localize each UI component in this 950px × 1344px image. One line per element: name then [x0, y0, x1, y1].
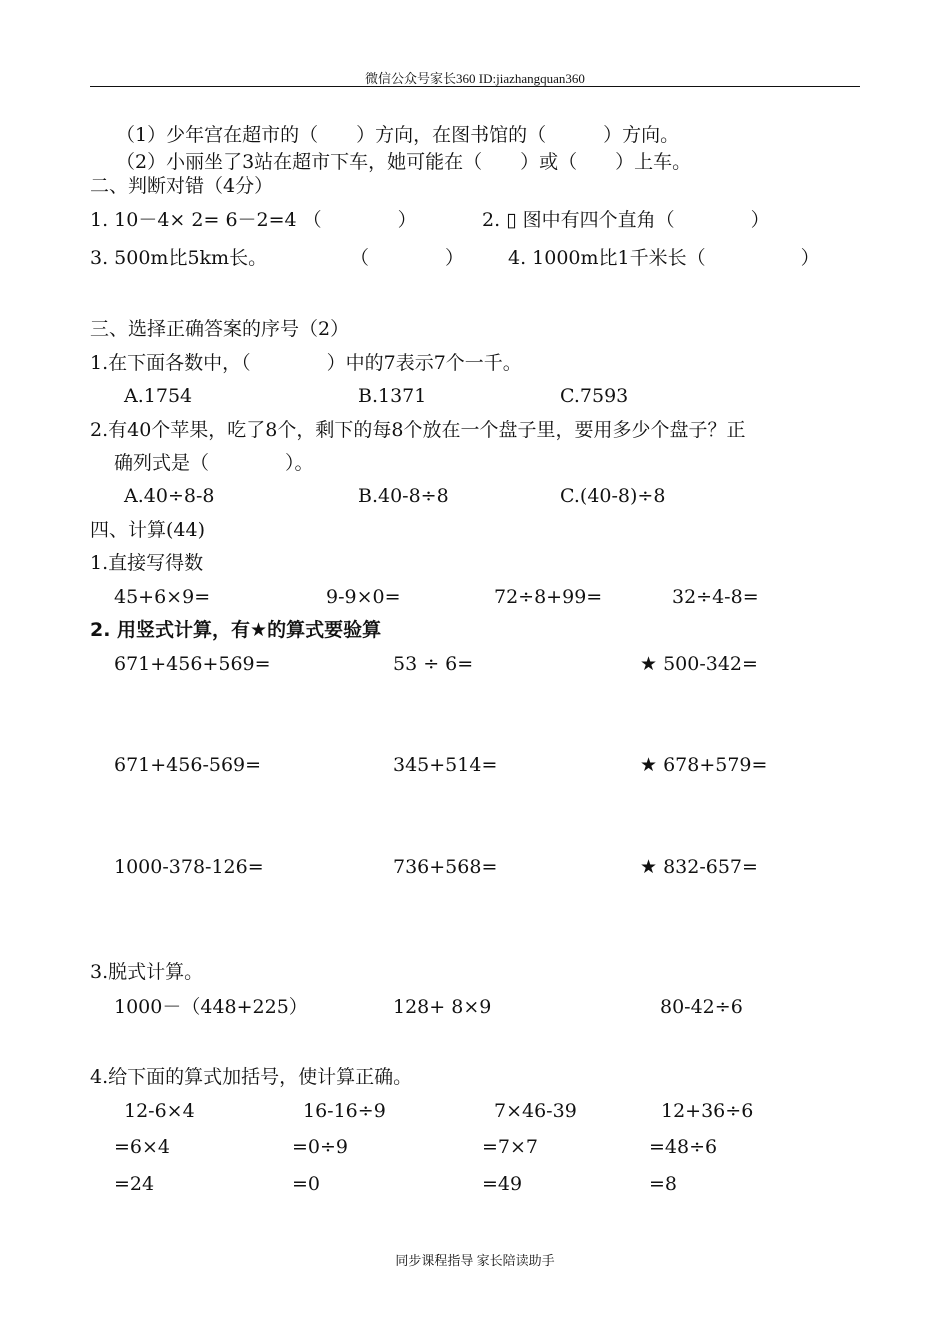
section-title-judge: 二、判断对错（4分） [90, 175, 274, 197]
choice-question-1: 1.在下面各数中，（ ）中的7表示7个一千。 [90, 352, 522, 374]
page-header: 微信公众号家长360 ID:jiazhangquan360 [365, 71, 585, 86]
choice-1-option-c: C.7593 [560, 385, 629, 407]
vertical-r1-c2: 53 ÷ 6= [393, 653, 474, 675]
vertical-r2-c3: ★ 678+579= [640, 754, 768, 776]
vertical-r1-c3: ★ 500-342= [640, 653, 758, 675]
calc-direct-title: 1.直接写得数 [90, 552, 204, 574]
brackets-r3-c3: =49 [482, 1173, 523, 1195]
choice-2-option-a: A.40÷8-8 [124, 485, 215, 507]
brackets-r1-c1: 12-6×4 [124, 1100, 195, 1122]
direct-item-1: 45+6×9= [114, 586, 211, 608]
map-question-1: （1）少年宫在超市的（ ）方向，在图书馆的（ ）方向。 [116, 124, 680, 146]
brackets-r3-c1: =24 [114, 1173, 155, 1195]
brackets-r2-c3: =7×7 [482, 1136, 539, 1158]
vertical-calc-title: 2. 用竖式计算，有★的算式要验算 [90, 619, 382, 641]
judge-item-2: 2. ▯ 图中有四个直角（ ） [482, 209, 770, 231]
section-title-calc: 四、计算(44) [90, 519, 206, 541]
page-footer: 同步课程指导 家长陪读助手 [395, 1253, 555, 1268]
choice-1-option-a: A.1754 [124, 385, 193, 407]
vertical-r3-c3: ★ 832-657= [640, 856, 758, 878]
choice-1-option-b: B.1371 [358, 385, 427, 407]
brackets-r3-c4: =8 [649, 1173, 678, 1195]
judge-item-1: 1. 10－4× 2= 6－2=4 （ ） [90, 209, 417, 231]
brackets-r2-c2: =0÷9 [292, 1136, 349, 1158]
brackets-r1-c4: 12+36÷6 [661, 1100, 754, 1122]
vertical-r3-c2: 736+568= [393, 856, 498, 878]
brackets-r1-c2: 16-16÷9 [303, 1100, 386, 1122]
brackets-r3-c2: =0 [292, 1173, 321, 1195]
vertical-r1-c1: 671+456+569= [114, 653, 271, 675]
step-calc-2: 128+ 8×9 [393, 996, 492, 1018]
judge-item-3-blank: （ ） [350, 247, 465, 269]
map-question-2: （2）小丽坐了3站在超市下车，她可能在（ ）或（ ）上车。 [116, 151, 692, 173]
step-calc-title: 3.脱式计算。 [90, 961, 204, 983]
vertical-r2-c2: 345+514= [393, 754, 498, 776]
choice-question-2-line1: 2.有40个苹果，吃了8个，剩下的每8个放在一个盘子里，要用多少个盘子？正 [90, 419, 746, 441]
vertical-r2-c1: 671+456-569= [114, 754, 262, 776]
step-calc-3: 80-42÷6 [660, 996, 743, 1018]
brackets-r2-c4: =48÷6 [649, 1136, 718, 1158]
direct-item-3: 72÷8+99= [494, 586, 603, 608]
direct-item-4: 32÷4-8= [672, 586, 759, 608]
choice-2-option-b: B.40-8÷8 [358, 485, 449, 507]
judge-item-3: 3. 500m比5km长。 [90, 247, 268, 269]
section-title-choice: 三、选择正确答案的序号（2） [90, 318, 350, 340]
choice-2-option-c: C.(40-8)÷8 [560, 485, 666, 507]
vertical-r3-c1: 1000-378-126= [114, 856, 264, 878]
step-calc-1: 1000－（448+225） [114, 996, 308, 1018]
header-rule [90, 86, 860, 87]
judge-item-4: 4. 1000m比1千米长（ ） [508, 247, 820, 269]
choice-question-2-line2: 确列式是（ ）。 [114, 452, 314, 474]
brackets-title: 4.给下面的算式加括号，使计算正确。 [90, 1066, 413, 1088]
brackets-r1-c3: 7×46-39 [494, 1100, 577, 1122]
brackets-r2-c1: =6×4 [114, 1136, 171, 1158]
direct-item-2: 9-9×0= [326, 586, 401, 608]
